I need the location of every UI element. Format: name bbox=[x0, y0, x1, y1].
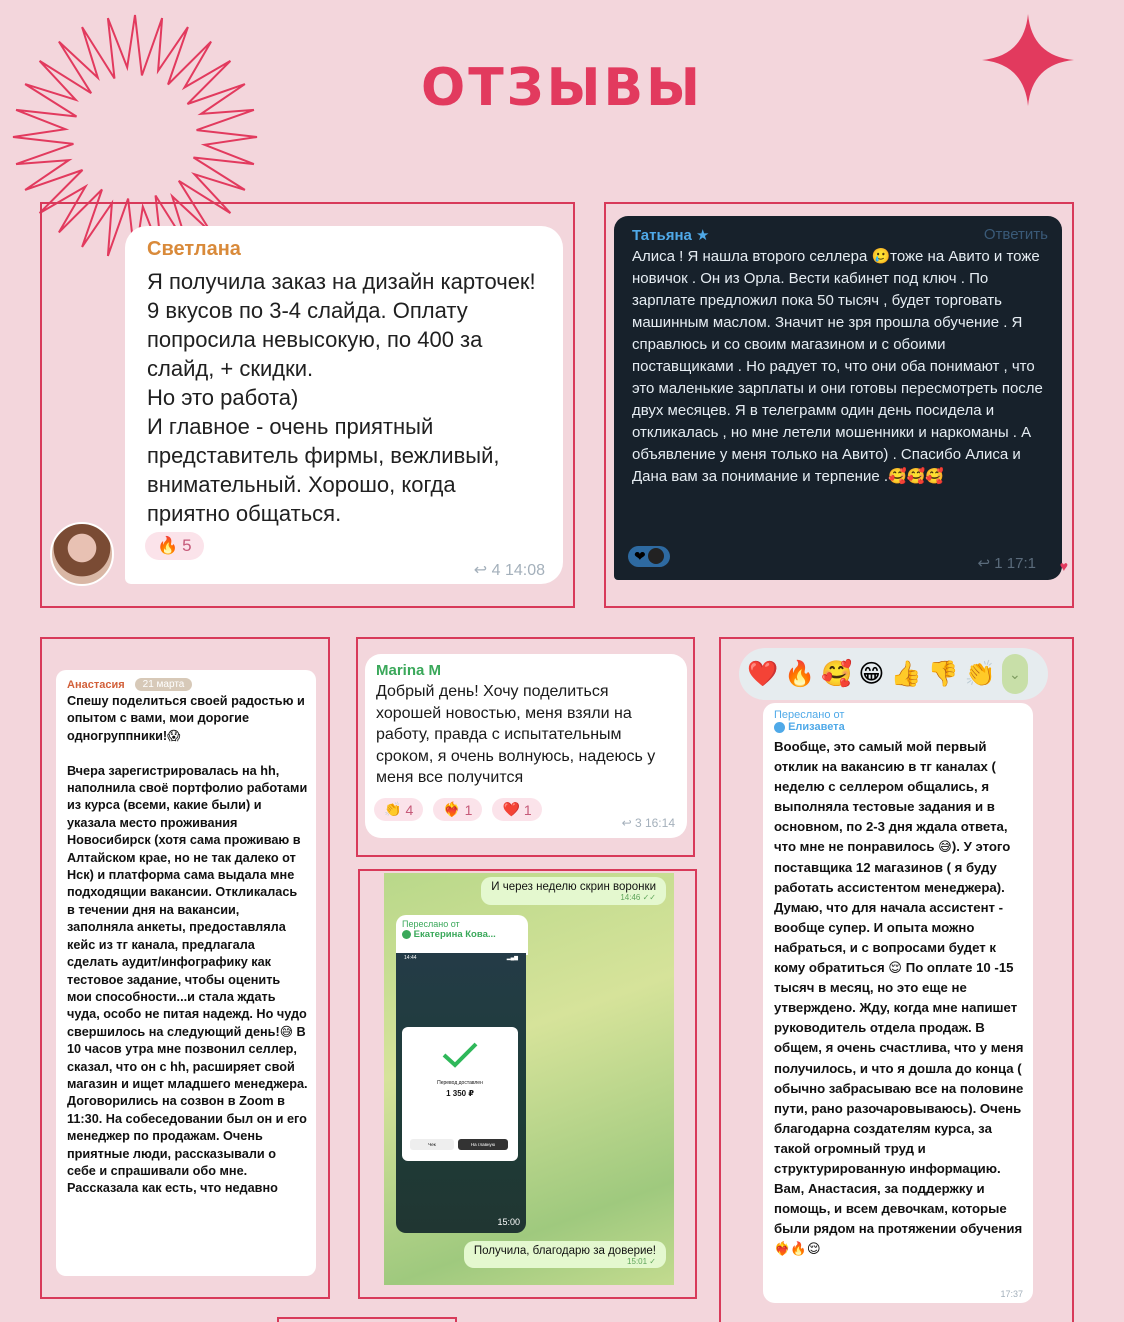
review-frame-7 bbox=[277, 1317, 457, 1322]
sender-name: Татьяна ★ bbox=[632, 227, 710, 244]
outgoing-message bbox=[481, 877, 666, 905]
heart-icon: ❤ bbox=[634, 548, 646, 564]
reaction-chip[interactable] bbox=[374, 798, 423, 821]
transfer-card bbox=[402, 1027, 518, 1161]
checkmark-icon bbox=[440, 1041, 480, 1069]
heart-icon[interactable]: ❤️ bbox=[747, 659, 779, 688]
date-badge: 21 марта bbox=[135, 678, 193, 691]
status-bar: 14:44 ▂▄▆ bbox=[404, 955, 518, 961]
message-time: 14:46 ✓✓ bbox=[620, 893, 656, 902]
message-bubble bbox=[56, 670, 316, 1276]
reaction-chip[interactable] bbox=[492, 798, 541, 821]
forward-name: Екатерина Кова... bbox=[413, 929, 496, 940]
fire-icon[interactable]: 🔥 bbox=[784, 659, 816, 688]
transfer-amount: 1 350 ₽ bbox=[446, 1089, 474, 1098]
avatar-mini bbox=[402, 930, 411, 939]
phone-screenshot bbox=[396, 953, 526, 1233]
message-bubble bbox=[365, 654, 687, 838]
fire-icon: 🔥 bbox=[157, 536, 179, 555]
message-text: Алиса ! Я нашла второго селлера 🥲тоже на Авито и тоже новичок . Он из Орла. Вести кабинет под ключ . По зарплате предложил пока 50 тысяч , будет торговать машинным маслом. Значит не зря прошла обучение . Я справлюсь и со своим магазином и с обоими поставщиками . Но радует то, что они оба понимают , что это маленькие зарплаты и они готовы пересмотреть после двух месяцев. Я в телеграмм один день посидела и откликалась , но мне летели мошенники и наркоманы . А объявление у меня только на Авито) . Спасибо Алиса и Дана вам за понимание и терпение .🥰🥰🥰 bbox=[632, 248, 1043, 485]
reply-link[interactable]: Ответить bbox=[983, 226, 1048, 243]
thumbs-up-icon[interactable]: 👍 bbox=[890, 659, 922, 688]
forward-label: Переслано от bbox=[774, 709, 845, 721]
message-bubble bbox=[763, 703, 1033, 1303]
photo-time: 15:00 bbox=[497, 1217, 520, 1227]
avatar-mini bbox=[774, 722, 785, 733]
avatar-mini bbox=[648, 548, 664, 564]
reaction-chip[interactable] bbox=[145, 532, 204, 560]
forward-label: Переслано от bbox=[402, 919, 460, 929]
sender-name: Светлана bbox=[147, 238, 241, 260]
message-meta: ↩ 4 14:08 bbox=[473, 562, 545, 579]
reaction-count: 5 bbox=[182, 536, 192, 555]
heart-on-fire-icon: ❤️‍🔥 bbox=[443, 801, 461, 817]
sender-name: Анастасия bbox=[67, 678, 125, 691]
message-time: 17:37 bbox=[1000, 1289, 1023, 1299]
message-text: Я получила заказ на дизайн карточек! 9 вкусов по 3-4 слайда. Оплату попросила невысокую, по 400 за слайд, + скидки. Но это работа) И главное - очень приятный представитель фирмы, вежливый, внимательный. Хорошо, когда приятно общаться. bbox=[147, 269, 536, 526]
sender-name: Marina M bbox=[376, 662, 442, 679]
reaction-count: 4 bbox=[405, 801, 414, 818]
thumbs-down-icon[interactable]: 👎 bbox=[927, 659, 959, 688]
heart-icon: ❤️ bbox=[502, 801, 520, 817]
home-button[interactable]: На главную bbox=[458, 1139, 508, 1150]
reaction-count: 1 bbox=[523, 801, 532, 818]
message-meta: ↩ 1 17:1 bbox=[977, 555, 1036, 572]
message-text: Добрый день! Хочу поделиться хорошей новостью, меня взяли на работу, правда с испытательным сроком, я очень волнуюсь, надеюсь у меня все получится bbox=[376, 683, 656, 786]
clap-icon: 👏 bbox=[384, 801, 402, 817]
avatar bbox=[50, 522, 114, 586]
message-text: Спешу поделиться своей радостью и опытом с вами, мои дорогие одногруппники!😱 Вчера зарегистрировалась на hh, наполнила своё портфолио работами из курса (всеми, какие были) и указала место проживания Новосибирск (хотя сама проживаю в Алтайском крае, но не так далеко от Нск) и платформа сама выдала мне подходящии вакансии. Откликалась в течении дня на вакансии, заполняла анкеты, предоставляла кейс из тг канала, предлагала сделать аудит/инфографику как тестовое задание, чтобы оценить мои способности...и стала ждать чуда, особо не питая надежд. Но чудо свершилось на следующий день!😅 В 10 часов утра мне позвонил селлер, сказал, что он с hh, расширяет свой магазин и ищет младшего менеджера. Договорились на созвон в Zoom в 11:30. На собеседовании был он и его менеджер по продажам. Очень приятные люди, рассказывали о себе и спрашивали обо мне. Рассказала как есть, что недавно bbox=[67, 694, 308, 1196]
message-bubble-dark bbox=[614, 216, 1068, 580]
transfer-status: Перевод доставлен bbox=[437, 1080, 483, 1086]
smiling-hearts-icon[interactable]: 🥰 bbox=[821, 659, 853, 688]
message-bubble bbox=[125, 226, 563, 584]
reaction-count: 1 bbox=[464, 801, 473, 818]
heart-icon: ♥ bbox=[1059, 558, 1068, 574]
page-title: ОТЗЫВЫ bbox=[420, 58, 703, 118]
message-meta: ↩ 3 16:14 bbox=[621, 816, 675, 830]
message-text: Вообще, это самый мой первый отклик на вакансию в тг каналах ( неделю с селлером общались, я выполняла тестовые задания и в основном, по 2-3 дня ждала ответа, что мне не понравилось 😅). У этого поставщика 12 магазинов ( я буду работать ассистентом менеджера). Думаю, что для начала ассистент - вообще супер. И опыта можно набраться, и с вопросами будет к кому обратиться 😌 По оплате 10 -15 тысяч в месяц, но это еще не утверждено. Жду, когда мне напишет руководитель отдела продаж. В общем, я очень счастлива, что у меня получилось, и что я дошла до конца ( обычно забрасываю все на половине пути, рано разочаровываюсь). Очень благодарна создателям курса, за такой огромный труд и структурированную информацию. Вам, Анастасия, за поддержку и помощь, и всем девочкам, которые были рядом на протяжении обучения❤️‍🔥🔥😌 bbox=[774, 739, 1024, 1257]
forward-name: Елизавета bbox=[788, 721, 845, 733]
chat-screenshot bbox=[384, 873, 674, 1285]
reaction-chip[interactable] bbox=[433, 798, 482, 821]
message-text: Получила, благодарю за доверие! bbox=[473, 1245, 656, 1257]
grin-icon[interactable]: 😁 bbox=[858, 660, 885, 688]
message-text: И через неделю скрин воронки bbox=[491, 881, 656, 893]
reaction-picker bbox=[739, 648, 1048, 700]
receipt-button[interactable]: Чек bbox=[410, 1139, 454, 1150]
chevron-down-icon[interactable]: ⌄ bbox=[1002, 654, 1028, 694]
reaction-chip[interactable] bbox=[628, 546, 670, 567]
message-time: 15:01 ✓ bbox=[627, 1257, 656, 1266]
outgoing-message bbox=[464, 1241, 666, 1268]
clap-icon[interactable]: 👏 bbox=[964, 659, 996, 688]
forwarded-message bbox=[396, 915, 528, 955]
